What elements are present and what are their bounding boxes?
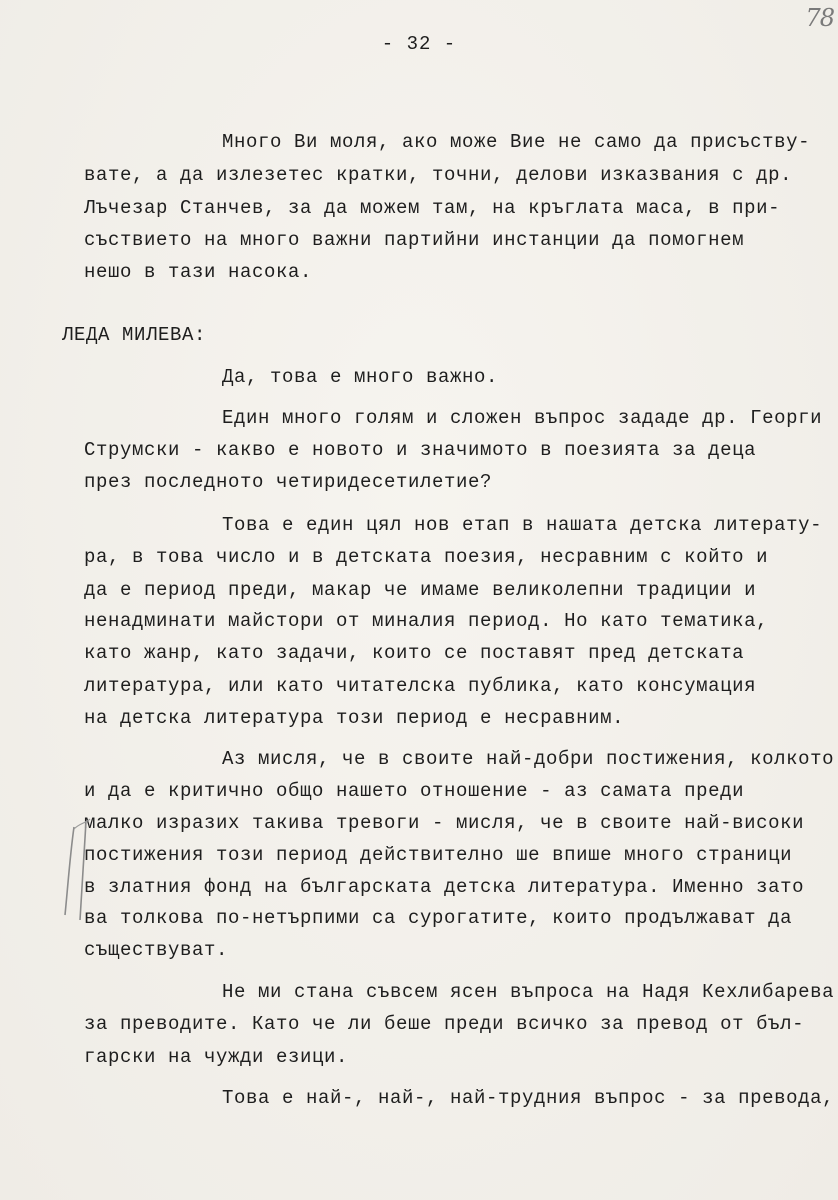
paragraph5-line: и да е критично общо нашето отношение - аз самата преди	[84, 780, 745, 802]
paragraph4-line: като жанр, като задачи, които се поставят пред детската	[84, 642, 745, 664]
paragraph1-line: нешо в тази насока.	[84, 261, 313, 283]
paragraph5-line: съществуват.	[84, 939, 229, 961]
paragraph3-line: Струмски - какво е новото и значимото в поезията за деца	[84, 439, 757, 461]
speaker-name: ЛЕДА МИЛЕВА:	[62, 324, 207, 346]
paragraph4-line: ра, в това число и в детската поезия, несравним с който и	[84, 546, 769, 568]
handwritten-page-number: 78	[805, 4, 834, 32]
paragraph7-line: Това е най-, най-, най-трудния въпрос - за превода,	[222, 1087, 835, 1109]
paragraph1-line: Лъчезар Станчев, за да можем там, на кръглата маса, в при-	[84, 197, 781, 219]
paragraph5-line: малко изразих такива тревоги - мисля, че в своите най-високи	[84, 812, 805, 834]
page-number: - 32 -	[381, 33, 457, 55]
paragraph3-line: през последното четиридесетилетие?	[84, 471, 493, 493]
paragraph3-line: Един много голям и сложен въпрос зададе др. Георги	[222, 407, 823, 429]
paragraph6-line: гарски на чужди езици.	[84, 1046, 349, 1068]
paragraph1-line: вате, а да излезетес кратки, точни, делови изказвания с др.	[84, 164, 793, 186]
paragraph4-line: Това е един цял нов етап в нашата детска литерату-	[222, 514, 823, 536]
paragraph4-line: ненадминати майстори от миналия период. Но като тематика,	[84, 610, 769, 632]
paragraph4-line: да е период преди, макар че имаме великолепни традиции и	[84, 579, 757, 601]
paragraph4-line: литература, или като читателска публика, като консумация	[84, 675, 757, 697]
paragraph5-line: постижения този период действително ше впише много страници	[84, 844, 793, 866]
paragraph1-line: Много Ви моля, ако може Вие не само да присъству-	[222, 131, 811, 153]
paragraph6-line: Не ми стана съвсем ясен въпроса на Надя Кехлибарева	[222, 981, 835, 1003]
paragraph1-line: съствието на много важни партийни инстанции да помогнем	[84, 229, 745, 251]
paragraph4-line: на детска литература този период е несравним.	[84, 707, 625, 729]
paragraph6-line: за преводите. Като че ли беше преди всичко за превод от бъл-	[84, 1013, 805, 1035]
paragraph5-line: в златния фонд на българската детска литература. Именно зато	[84, 876, 805, 898]
pencil-margin-mark	[60, 815, 100, 925]
paragraph5-line: Аз мисля, че в своите най-добри постижения, колкото	[222, 748, 835, 770]
paragraph2-line: Да, това е много важно.	[222, 366, 499, 388]
paragraph5-line: ва толкова по-нетърпими са сурогатите, които продължават да	[84, 907, 793, 929]
